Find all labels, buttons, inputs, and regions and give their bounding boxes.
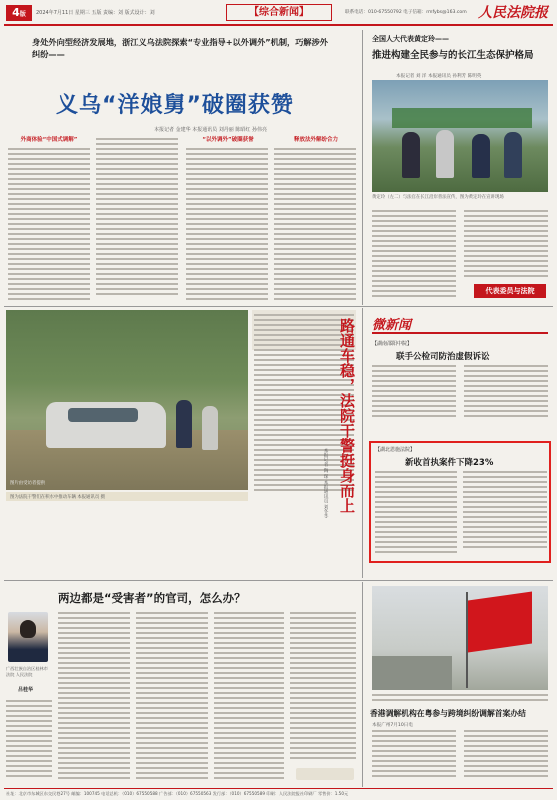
date-line: 2024年7月11日 星期三 五版 责编：刘 版式设计：刘	[36, 10, 155, 16]
top-story-text-col-2	[96, 138, 178, 300]
brief-logo-text: 微新闻	[372, 318, 412, 333]
brief-item1-title: 联手公检司防治虚假诉讼	[396, 352, 490, 362]
author-name: 吕桂华	[18, 687, 34, 693]
subhead-1-box	[14, 135, 84, 143]
commentary-text-col-2	[136, 612, 208, 782]
section-label: 综合新闻	[259, 7, 299, 18]
top-story-text-col-4	[274, 148, 356, 300]
feature-headline: 路通车稳，法院干警挺身而上	[338, 318, 356, 513]
commentary-text-col-0	[6, 700, 52, 782]
commentary-text-col-1	[58, 612, 130, 782]
footer-rule	[4, 788, 553, 789]
photo-person-2	[436, 130, 454, 178]
flag-photo	[372, 586, 548, 690]
top-story-headline: 义乌“洋娘舅”破圈获赞	[56, 93, 294, 118]
top-story-byline: 本报记者 金建华 本报通讯员 刘丹丽 陈昭红 孙伟亮	[154, 127, 267, 133]
top-story	[4, 30, 359, 305]
subhead-2-box	[190, 135, 266, 143]
commentary-text-col-3	[214, 612, 284, 782]
photo-officer-1	[176, 400, 192, 448]
photo-officer-2	[202, 406, 218, 450]
page-number: 4	[12, 6, 20, 19]
photo-person-3	[472, 134, 490, 178]
right-story-text-col-1	[372, 210, 456, 300]
divider-bottom-vertical	[362, 582, 363, 787]
bottom-right-kicker: 本报广州7月10日电	[372, 723, 413, 728]
subhead-3-box	[280, 135, 352, 143]
right-story-byline: 本报记者 刘 洋 本报通讯员 孙利芳 陈明英	[396, 74, 482, 79]
section-box: 【综合新闻】	[226, 4, 332, 21]
top-story-text-col-3	[186, 148, 268, 300]
author-title: 广西壮族自治区桂林市法院 人民法院	[6, 666, 48, 677]
brief-item2-text-col-2	[463, 471, 547, 559]
right-story-caption: 黄定玲（左二）与法官在长江沿岸普法宣传，图为黄定玲在宣讲现场	[372, 195, 504, 200]
brief-logo	[372, 314, 548, 334]
brief-item2-text-col-1	[375, 471, 457, 559]
divider-horizontal-1	[4, 306, 553, 307]
divider-top-vertical	[362, 30, 363, 305]
contact-line: 联系电话：010-67550792 电子信箱：rmfybs@163.com	[345, 10, 467, 15]
right-story-headline: 推进构建全民参与的长江生态保护格局	[372, 50, 534, 61]
top-story-deck: 身处外向型经济发展地，浙江义乌法院探索“专业指导+以外调外”机制，巧解涉外纠纷——	[32, 37, 328, 59]
bottom-right-headline: 香港调解机构在粤参与跨境纠纷调解首案办结	[370, 709, 526, 718]
brief-section	[366, 310, 554, 580]
feature-photo-caption: 图片由受访者提供	[10, 481, 46, 486]
brief-item1-kicker: 【湖南邵阳中院】	[372, 341, 413, 347]
commentary-headline: 两边都是“受害者”的官司，怎么办？	[58, 591, 246, 605]
right-story-text-col-2	[464, 210, 548, 280]
divider-horizontal-2	[4, 580, 553, 581]
right-story-tag: 代表委员与法院	[474, 284, 546, 298]
top-story-text-col-1	[8, 148, 90, 300]
footer-line: 社址：北京市东城区东交民巷27号 邮编：100745 电话总机：（010）67550588 广告部：（010）67550563 发行部：（010）67550589 印刷：人民法院报社印刷厂 零售价：1.50元	[6, 791, 349, 796]
divider-mid-vertical	[362, 308, 363, 578]
right-story-kicker: 全国人大代表黄定玲——	[372, 35, 449, 43]
brief-item2-kicker: 【湖北恩施法院】	[375, 447, 416, 453]
author-photo	[8, 612, 48, 662]
masthead-rule	[4, 24, 553, 26]
author-head	[20, 620, 36, 638]
bottom-right-text-col-1	[372, 730, 456, 784]
photo-flagpole	[466, 592, 468, 688]
photo-car-window	[68, 408, 138, 422]
photo-person-1	[402, 132, 420, 178]
brief-item2-box[interactable]	[369, 441, 551, 563]
right-story-photo	[372, 80, 548, 192]
feature-photo-bar: 图为法院干警们在积水中推动车辆 本报通讯员 摄	[6, 492, 248, 501]
right-story	[366, 30, 554, 305]
column-logo	[296, 768, 354, 780]
feature-photo	[6, 310, 248, 490]
bottom-right-text-col-2	[464, 730, 548, 784]
photo-person-4	[504, 132, 522, 178]
brief-item1-text-col-2	[464, 365, 548, 423]
subhead-2: “以外调外”破圈获誉	[202, 137, 254, 143]
masthead	[0, 0, 557, 30]
brand-logo: 人民法院报	[478, 5, 548, 21]
brief-item1-text-col-1	[372, 365, 456, 423]
brief-item2-title: 新收首执案件下降23%	[405, 458, 494, 468]
photo-building	[372, 656, 452, 690]
subhead-3: 释放法外解纷合力	[293, 137, 338, 143]
photo-flag	[468, 592, 532, 653]
subhead-1: 外商体验“中国式调解”	[20, 137, 78, 143]
bottom-right-caption	[372, 694, 548, 704]
feature-byline: 本报记者 陶 琛 本报通讯员 刘冬冬	[323, 448, 328, 519]
bottom-right-story	[366, 582, 554, 787]
commentary-text-col-4	[290, 612, 356, 762]
page-number-box: 4版	[6, 5, 32, 21]
photo-banner	[392, 108, 532, 128]
commentary-section	[4, 582, 359, 787]
